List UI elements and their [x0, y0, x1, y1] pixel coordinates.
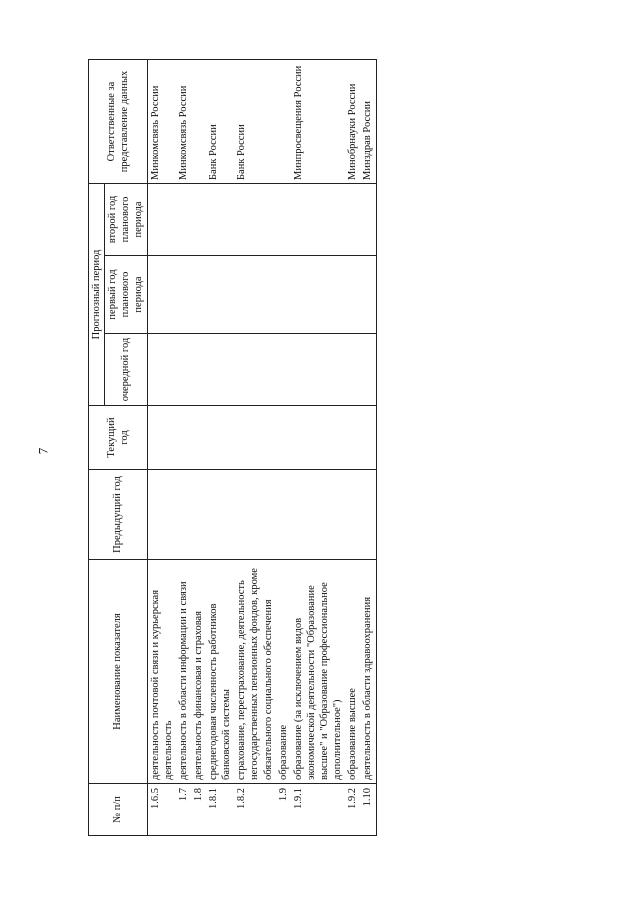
- header-responsible: Ответственные за представление данных: [89, 59, 148, 183]
- row-name: деятельность в области информации и связи: [176, 560, 191, 784]
- header-prev-year: Предыдущий год: [89, 470, 148, 560]
- table-row: [291, 59, 346, 835]
- row-responsible: [276, 59, 291, 183]
- row-name: образование (за исключением видов экономической деятельности "Образование высшее" и "Образование профессиональное дополнительное"): [291, 560, 346, 784]
- row-responsible: Банк России: [206, 59, 234, 183]
- header-forecast: Прогнозный период: [89, 183, 105, 405]
- header-next-year: очередной год: [105, 334, 147, 406]
- row-num: 1.8.2: [234, 784, 275, 836]
- row-num: 1.8: [191, 784, 206, 836]
- header-name: Наименование показателя: [89, 560, 148, 784]
- row-num: 1.6.5: [147, 784, 176, 836]
- row-responsible: Минпросвещения России: [291, 59, 346, 183]
- row-name: деятельность финансовая и страховая: [191, 560, 206, 784]
- row-responsible: [191, 59, 206, 183]
- row-name: деятельность в области здравоохранения: [360, 560, 376, 784]
- row-num: 1.9: [276, 784, 291, 836]
- header-row-1: [89, 59, 105, 835]
- header-current-year: Текущий год: [89, 406, 148, 470]
- row-num: 1.7: [176, 784, 191, 836]
- row-num: 1.9.2: [345, 784, 360, 836]
- table-row: [191, 59, 206, 835]
- header-second-plan-year: второй год планового периода: [105, 183, 147, 255]
- table-row: [276, 59, 291, 835]
- row-num: 1.10: [360, 784, 376, 836]
- table-row: [345, 59, 360, 835]
- table-row: [360, 59, 376, 835]
- row-name: образование: [276, 560, 291, 784]
- row-responsible: Минобрнауки России: [345, 59, 360, 183]
- row-responsible: Минкомсвязь России: [176, 59, 191, 183]
- table-row: [234, 59, 275, 835]
- header-num: № п/п: [89, 784, 148, 836]
- row-name: деятельность почтовой связи и курьерская деятельность: [147, 560, 176, 784]
- row-responsible: Банк России: [234, 59, 275, 183]
- row-responsible: Минздрав России: [360, 59, 376, 183]
- row-name: страхование, перестрахование, деятельность негосударственных пенсионных фондов, кроме обязательного социального обеспечения: [234, 560, 275, 784]
- table-row: [176, 59, 191, 835]
- row-num: 1.9.1: [291, 784, 346, 836]
- table-row: [147, 59, 176, 835]
- indicators-table: [88, 59, 377, 836]
- header-first-plan-year: первый год планового периода: [105, 256, 147, 334]
- table-row: [206, 59, 234, 835]
- page-number: 7: [35, 447, 51, 455]
- row-name: образование высшее: [345, 560, 360, 784]
- rotated-table-page: [88, 60, 453, 836]
- row-num: 1.8.1: [206, 784, 234, 836]
- row-responsible: Минкомсвязь России: [147, 59, 176, 183]
- row-name: среднегодовая численность работников банковской системы: [206, 560, 234, 784]
